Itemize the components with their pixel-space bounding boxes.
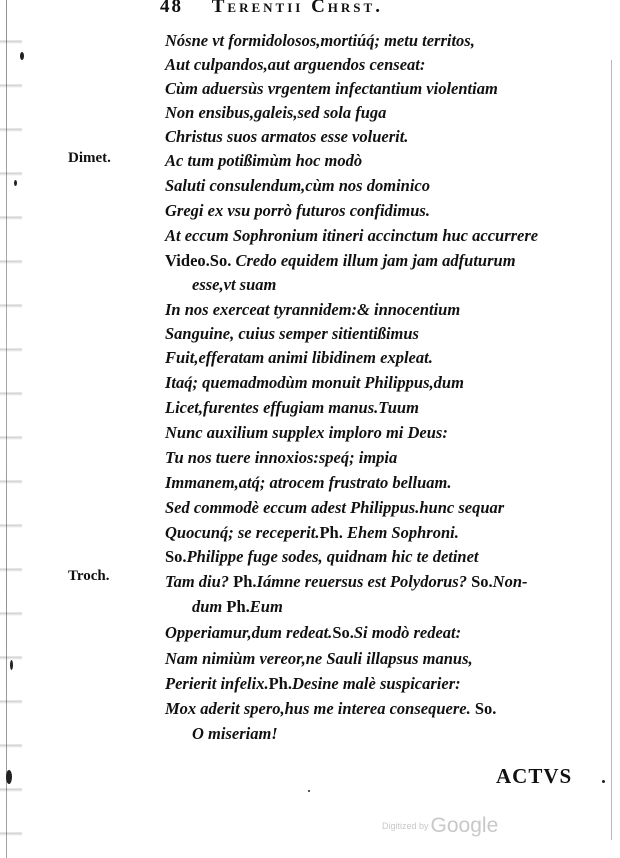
verse-segment: Si modò redeat: bbox=[353, 623, 462, 642]
verse-segment: Eum bbox=[249, 597, 283, 616]
page-header bbox=[160, 0, 383, 18]
verse-line: esse,vt suam bbox=[192, 275, 277, 294]
verse-line: Gregi ex vsu porrò futuros confidimus. bbox=[165, 201, 430, 220]
speaker-tag: So. bbox=[332, 623, 354, 642]
speaker-tag: Ph. bbox=[319, 523, 343, 542]
page-number: 48 bbox=[160, 0, 183, 17]
verse-line bbox=[165, 697, 496, 721]
verse-line: Nunc auxilium supplex imploro mi Deus: bbox=[165, 423, 448, 442]
verse-segment: Ehem Sophroni. bbox=[342, 523, 459, 542]
verse-line: Cùm aduersùs vrgentem infectantium violentiam bbox=[165, 79, 498, 98]
speaker-tag: So. bbox=[209, 251, 232, 270]
verse-line bbox=[165, 672, 461, 696]
verse-line bbox=[165, 521, 459, 545]
verse-line: Christus suos armatos esse voluerit. bbox=[165, 127, 409, 146]
verse-line: At eccum Sophronium itineri accinctum huc accurrere bbox=[165, 226, 539, 245]
running-head: Terentii Chrst. bbox=[211, 0, 383, 17]
verse-segment: Philippe fuge sodes, quidnam hic te detinet bbox=[186, 547, 479, 566]
speaker-tag: So. bbox=[474, 699, 497, 718]
speaker-tag: So. bbox=[165, 547, 187, 566]
verse-line bbox=[165, 249, 516, 273]
speaker-tag: Ph. bbox=[268, 674, 292, 693]
verse-line bbox=[165, 545, 479, 569]
catchword: ACTVS bbox=[496, 764, 573, 788]
scan-speck bbox=[10, 660, 13, 670]
verse-line: O miseriam! bbox=[192, 724, 278, 743]
verse-line: Saluti consulendum,cùm nos dominico bbox=[165, 176, 430, 195]
verse-word: Video. bbox=[165, 251, 210, 270]
watermark-prefix: Digitized by bbox=[382, 821, 429, 831]
verse-segment: Non- bbox=[492, 572, 528, 591]
verse-segment: Credo equidem illum jam jam adfuturum bbox=[231, 251, 516, 270]
scan-speck bbox=[14, 180, 17, 186]
verse-line: Aut culpandos,aut arguendos censeat: bbox=[165, 55, 426, 74]
verse-line bbox=[165, 570, 528, 594]
speaker-tag: Ph. bbox=[226, 597, 250, 616]
verse-line: Non ensibus,galeis,sed sola fuga bbox=[165, 103, 387, 122]
margin-note-dimet: Dimet. bbox=[68, 150, 111, 166]
verse-line: Tu nos tuere innoxios:speq́; impia bbox=[165, 448, 398, 467]
margin-note-troch: Troch. bbox=[68, 568, 110, 584]
verse-line: Fuit,efferatam animi libidinem expleat. bbox=[165, 348, 433, 367]
verse-line: Immanem,atq́; atrocem frustrato belluam. bbox=[165, 473, 452, 492]
verse-line: Sed commodè eccum adest Philippus.hunc sequar bbox=[165, 498, 505, 517]
verse-line bbox=[165, 621, 461, 645]
verse-line: Licet,furentes effugiam manus.Tuum bbox=[165, 398, 419, 417]
scan-edge-line-left bbox=[6, 0, 7, 858]
scan-speck bbox=[6, 770, 12, 784]
scan-speck bbox=[308, 790, 310, 792]
verse-line: Nósne vt formidolosos,mortiúq́; metu territos, bbox=[165, 31, 475, 50]
verse-segment: Quocunq́; se receperit. bbox=[165, 523, 320, 542]
verse-segment: Perierit infelix. bbox=[165, 674, 269, 693]
verse-line: Itaq́; quemadmodùm monuit Philippus,dum bbox=[165, 373, 464, 392]
scan-speck bbox=[20, 52, 24, 60]
verse-line: Nam nimiùm vereor,ne Sauli illapsus manus, bbox=[165, 649, 473, 668]
verse-segment: Desine malè suspicarier: bbox=[291, 674, 461, 693]
scan-edge-line-right bbox=[611, 60, 612, 840]
verse-segment: Mox aderit spero,hus me interea consequere. bbox=[165, 699, 475, 718]
verse-segment: Iámne reuersus est Polydorus? bbox=[256, 572, 472, 591]
verse-segment: Tam diu? bbox=[165, 572, 234, 591]
google-logo: Google bbox=[430, 814, 499, 837]
verse-line bbox=[192, 595, 283, 619]
verse-line: Ac tum potißimùm hoc modò bbox=[165, 151, 363, 170]
verse-segment: dum bbox=[192, 597, 227, 616]
verse-segment: Opperiamur,dum redeat. bbox=[165, 623, 333, 642]
scan-edge-left bbox=[0, 0, 22, 858]
verse-line: In nos exerceat tyrannidem:& innocentium bbox=[165, 300, 461, 319]
speaker-tag: So. bbox=[471, 572, 493, 591]
speaker-tag: Ph. bbox=[233, 572, 257, 591]
digitization-watermark bbox=[382, 814, 498, 838]
verse-line: Sanguine, cuius semper sitientißimus bbox=[165, 324, 419, 343]
scan-speck bbox=[602, 780, 605, 783]
